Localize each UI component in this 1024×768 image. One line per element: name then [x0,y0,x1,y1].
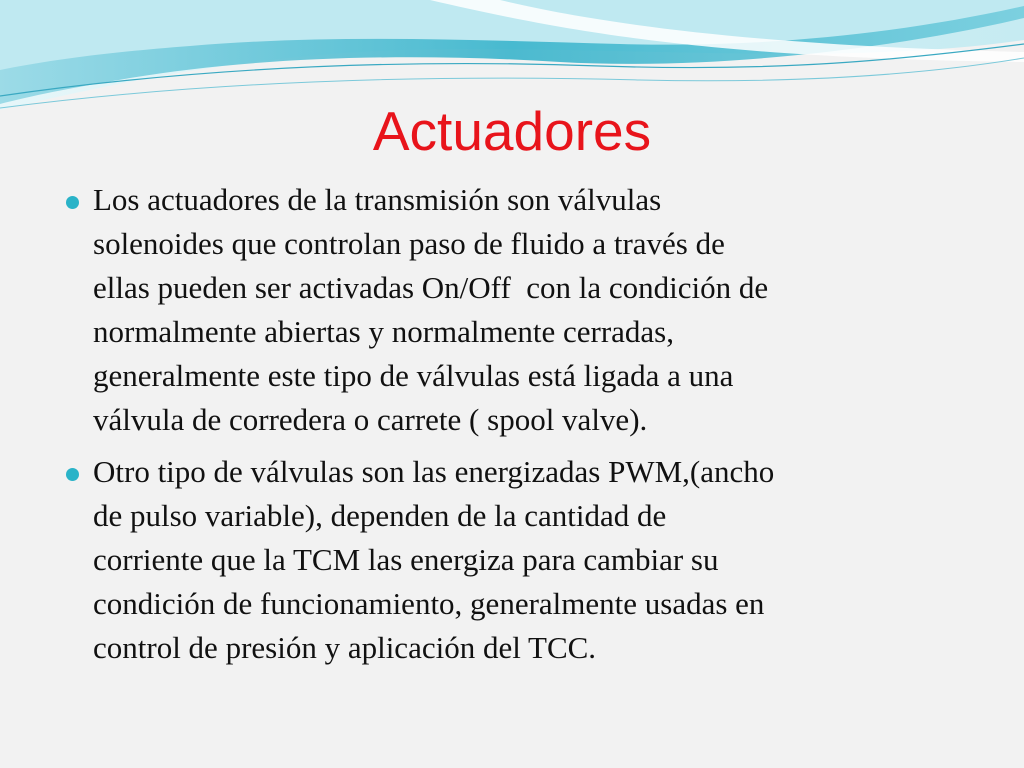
bullet-line: generalmente este tipo de válvulas está ligada a una [93,358,734,393]
slide-title: Actuadores [372,100,652,162]
bullet-line: solenoides que controlan paso de fluido a través de [93,226,725,261]
bullet-line: control de presión y aplicación del TCC. [93,630,597,665]
bullet-line: corriente que la TCM las energiza para cambiar su [93,542,719,577]
bullet-text [93,178,969,442]
bullet-line: válvula de corredera o carrete ( spool valve). [93,402,648,437]
bullet-line: normalmente abiertas y normalmente cerradas, [93,314,674,349]
bullet-list [64,178,969,678]
bullet-dot-icon [66,196,79,209]
bullet-line: de pulso variable), dependen de la cantidad de [93,498,667,533]
bullet-line: ellas pueden ser activadas On/Off con la condición de [93,270,769,305]
bullet-line: condición de funcionamiento, generalmente usadas en [93,586,765,621]
bullet-line: Los actuadores de la transmisión son válvulas [93,182,662,217]
bullet-item [64,450,969,670]
bullet-text [93,450,969,670]
bullet-dot-icon [66,468,79,481]
bullet-line: Otro tipo de válvulas son las energizadas PWM,(ancho [93,454,775,489]
bullet-item [64,178,969,442]
